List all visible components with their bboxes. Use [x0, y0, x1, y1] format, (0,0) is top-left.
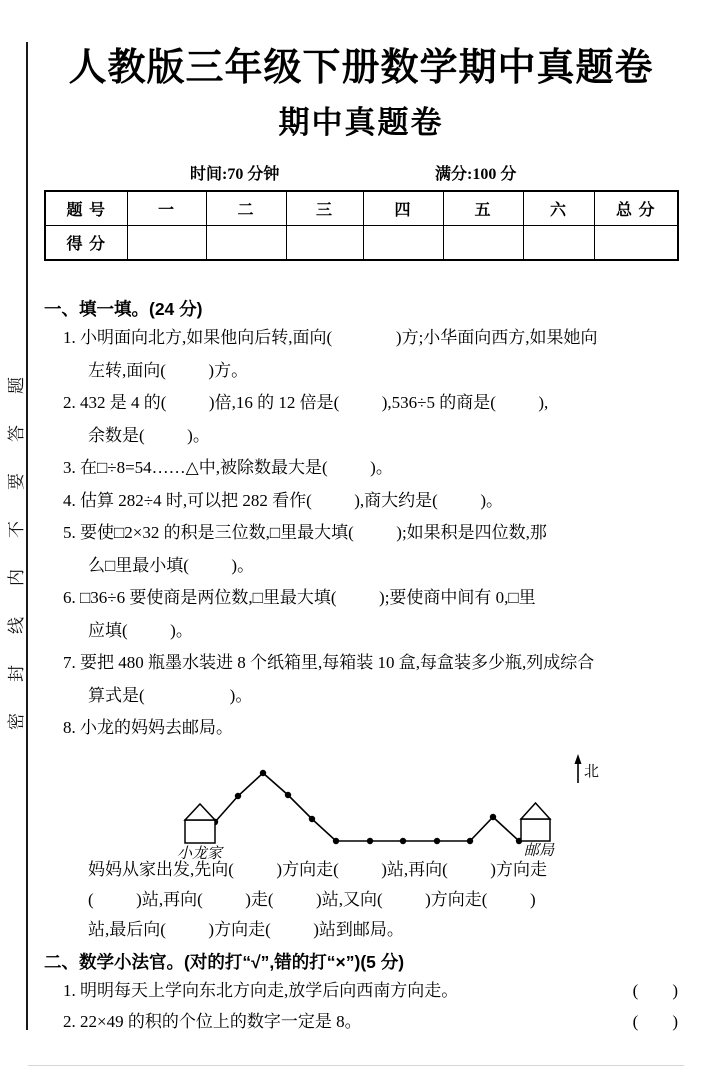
score-table-header-cell: 四: [363, 191, 443, 226]
score-table-header-cell: 六: [523, 191, 594, 226]
score-table-header-row: [45, 191, 678, 226]
score-table-header-cell: 一: [127, 191, 206, 226]
bottom-edge-rule: [28, 1065, 684, 1066]
score-cell-empty: [206, 226, 286, 261]
judge-item-text: 2. 22×49 的积的个位上的数字一定是 8。: [63, 1011, 362, 1031]
q7-line-2: 算式是( )。: [88, 685, 253, 705]
q5-line-1: 5. 要使□2×32 的积是三位数,□里最大填( );如果积是四位数,那: [63, 523, 547, 542]
seal-line-text: 密封线内不要答题: [7, 346, 26, 730]
north-label: 北: [584, 763, 600, 780]
score-row-label: 得 分: [45, 226, 127, 261]
score-table-header-cell: 题 号: [45, 191, 127, 226]
score-table-header-cell: 总 分: [594, 191, 678, 226]
q4-line: 4. 估算 282÷4 时,可以把 282 看作( ),商大约是( )。: [63, 490, 503, 510]
q1-line-1: 1. 小明面向北方,如果他向后转,面向( )方;小华面向西方,如果她向: [63, 328, 598, 347]
score-cell-empty: [363, 226, 443, 261]
answer-bracket: ( ): [632, 1011, 678, 1031]
judge-item: [44, 1006, 678, 1037]
post-office-label: 邮局: [524, 842, 555, 859]
exam-content: [44, 0, 678, 1037]
route-description-line: 妈妈从家出发,先向( )方向走( )站,再向( )方向走: [88, 859, 547, 879]
section-1-heading: 一、填一填。(24 分): [44, 299, 203, 319]
route-station-dots: [212, 769, 522, 843]
post-office-house-icon: [521, 803, 550, 841]
q5-line-2: 么□里最小填( )。: [88, 555, 255, 575]
q1-line-2: 左转,面向( )方。: [88, 360, 249, 380]
time-limit-label: 时间:70 分钟: [190, 166, 280, 183]
q8-line: 8. 小龙的妈妈去邮局。: [63, 718, 233, 737]
score-cell-empty: [443, 226, 523, 261]
answer-bracket: ( ): [632, 980, 678, 1000]
q6-line-1: 6. □36÷6 要使商是两位数,□里最大填( );要使商中间有 0,□里: [63, 588, 536, 607]
score-cell-empty: [127, 226, 206, 261]
route-description-line: ( )站,再向( )走( )站,又向( )方向走( ): [88, 889, 536, 909]
judge-item: [44, 975, 678, 1006]
seal-line-border: [26, 42, 28, 1030]
score-table-header-cell: 二: [206, 191, 286, 226]
score-table-header-cell: 五: [443, 191, 523, 226]
route-description-line: 站,最后向( )方向走( )站到邮局。: [88, 919, 404, 939]
score-cell-empty: [594, 226, 678, 261]
q6-line-2: 应填( )。: [88, 620, 193, 640]
north-arrow-icon: [575, 754, 582, 783]
exam-subtitle: 期中真题卷: [278, 105, 444, 140]
q2-line-1: 2. 432 是 4 的( )倍,16 的 12 倍是( ),536÷5 的商是( ),: [63, 393, 549, 412]
q2-line-2: 余数是( )。: [88, 425, 210, 445]
judge-item-text: 1. 明明每天上学向东北方向走,放学后向西南方向走。: [63, 980, 459, 1000]
route-path: [215, 773, 519, 841]
score-table-header-cell: 三: [286, 191, 363, 226]
route-diagram: [150, 743, 620, 861]
section-2-heading: 二、数学小法官。(对的打“√”,错的打“×”)(5 分): [44, 951, 405, 972]
score-cell-empty: [523, 226, 594, 261]
q7-line-1: 7. 要把 480 瓶墨水装进 8 个纸箱里,每箱装 10 盒,每盒装多少瓶,列成综合: [63, 653, 595, 672]
score-cell-empty: [286, 226, 363, 261]
score-table: [44, 190, 679, 261]
home-label: 小龙家: [177, 845, 223, 861]
full-score-label: 满分:100 分: [435, 166, 517, 183]
exam-meta-row: [44, 161, 678, 181]
score-table-score-row: [45, 226, 678, 261]
home-house-icon: [185, 804, 215, 843]
q3-line: 3. 在□÷8=54……△中,被除数最大是( )。: [63, 458, 393, 477]
exam-title: 人教版三年级下册数学期中真题卷: [68, 47, 654, 89]
